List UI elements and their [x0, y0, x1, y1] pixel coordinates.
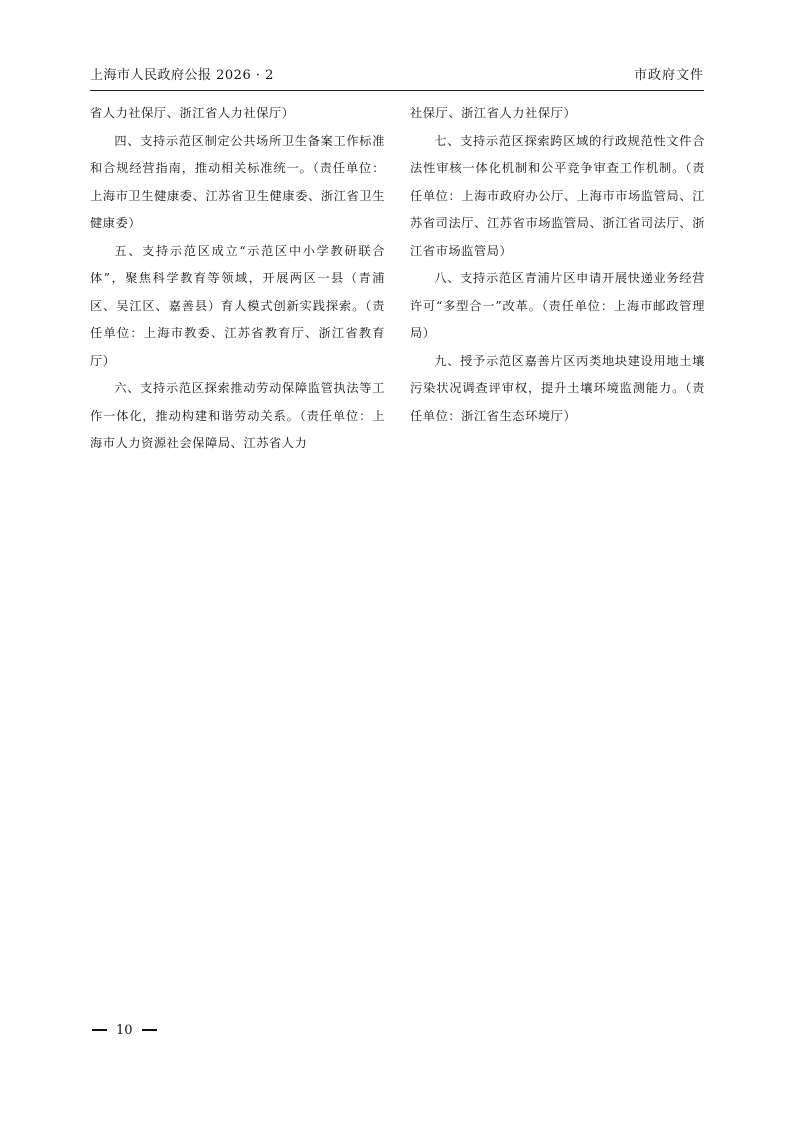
right-column [410, 100, 705, 430]
page-header [90, 66, 704, 88]
item-four-paragraph: 四、支持示范区制定公共场所卫生备案工作标准和合规经营指南，推动相关标准统一。（责任单位：上海市卫生健康委、江苏省卫生健康委、浙江省卫生健康委） [90, 133, 385, 230]
page-footer [92, 1020, 157, 1040]
section-title: 市政府文件 [633, 68, 704, 83]
continuation-paragraph: 社保厅、浙江省人力社保厅） [410, 106, 577, 120]
footer-dash-left [92, 1029, 107, 1031]
item-six-paragraph: 六、支持示范区探索推动劳动保障监管执法等工作一体化，推动构建和谐劳动关系。（责任单位：上海市人力资源社会保障局、江苏省人力 [90, 381, 385, 450]
item-nine-paragraph: 九、授予示范区嘉善片区丙类地块建设用地土壤污染状况调查评审权，提升土壤环境监测能力。（责任单位：浙江省生态环境厅） [410, 353, 705, 423]
item-five-paragraph: 五、支持示范区成立“示范区中小学教研联合体”，聚焦科学教育等领域，开展两区一县（青浦区、吴江区、嘉善县）育人模式创新实践探索。（责任单位：上海市教委、江苏省教育厅、浙江省教育厅） [90, 243, 385, 368]
left-column [90, 100, 385, 458]
continuation-paragraph: 省人力社保厅、浙江省人力社保厅） [90, 106, 295, 120]
publication-title: 上海市人民政府公报 2026 · 2 [90, 68, 274, 83]
header-divider [90, 90, 704, 91]
footer-dash-right [142, 1029, 157, 1031]
item-seven-paragraph: 七、支持示范区探索跨区域的行政规范性文件合法性审核一体化机制和公平竞争审查工作机制。（责任单位：上海市政府办公厅、上海市市场监管局、江苏省司法厅、江苏省市场监管局、浙江省司法厅、浙江省市场监管局） [410, 133, 705, 258]
page-number: 10 [116, 1022, 133, 1038]
item-eight-paragraph: 八、支持示范区青浦片区申请开展快递业务经营许可“多型合一”改革。（责任单位：上海市邮政管理局） [410, 271, 705, 340]
